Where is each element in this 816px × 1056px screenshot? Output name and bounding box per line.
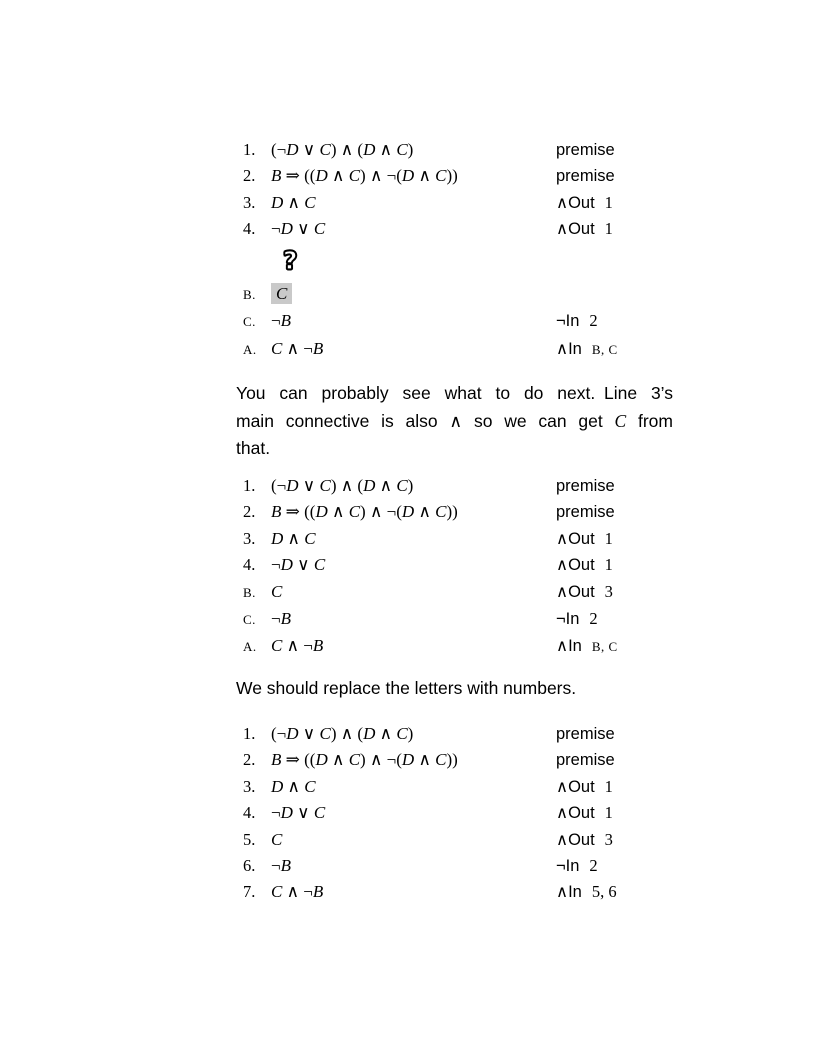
line-label: 4. bbox=[243, 803, 256, 823]
line-label: 3. bbox=[243, 192, 256, 212]
proof-line bbox=[243, 308, 673, 335]
proof-line bbox=[243, 721, 673, 747]
line-formula: B ⇒ ((D ∧ C) ∧ ¬(D ∧ C)) bbox=[271, 750, 458, 770]
line-justification bbox=[556, 216, 673, 242]
line-formula: D ∧ C bbox=[271, 528, 316, 548]
line-justification bbox=[556, 137, 673, 163]
highlight-box: C bbox=[271, 283, 292, 304]
rule-name: premise bbox=[556, 167, 615, 186]
line-label: 3. bbox=[243, 776, 256, 796]
line-ref: 3 bbox=[604, 829, 613, 849]
rule-name: premise bbox=[556, 503, 615, 522]
rule-name: ∧Out bbox=[556, 556, 595, 575]
proof-line bbox=[243, 606, 673, 633]
rule-name: ∧Out bbox=[556, 193, 595, 212]
proof-line bbox=[243, 336, 673, 363]
line-formula: D ∧ C bbox=[271, 192, 316, 212]
line-ref: B, C bbox=[591, 341, 618, 357]
line-formula: C ∧ ¬B bbox=[271, 338, 324, 358]
rule-name: ∧In bbox=[556, 637, 582, 656]
proof-line bbox=[243, 190, 673, 216]
rule-name: ∧Out bbox=[556, 777, 595, 796]
line-ref: 1 bbox=[604, 219, 613, 239]
line-justification bbox=[556, 747, 673, 773]
proof-line bbox=[243, 473, 673, 499]
line-ref: 1 bbox=[604, 776, 613, 796]
line-justification bbox=[556, 800, 673, 826]
rule-name: ∧In bbox=[556, 339, 582, 358]
proof-line bbox=[243, 216, 673, 242]
line-label: 2. bbox=[243, 166, 256, 186]
rule-name: premise bbox=[556, 477, 615, 495]
proof-table-1-goals bbox=[243, 281, 673, 363]
proof-line bbox=[243, 526, 673, 552]
line-ref: B, C bbox=[591, 639, 618, 655]
rule-name: ∧Out bbox=[556, 220, 595, 239]
line-label: 4. bbox=[243, 219, 256, 239]
line-justification bbox=[556, 163, 673, 189]
line-formula: ¬B bbox=[271, 856, 291, 876]
line-justification bbox=[556, 336, 673, 363]
proof-table-3 bbox=[243, 721, 673, 906]
rule-name: premise bbox=[556, 141, 615, 159]
paragraph-line: You can probably see what to do next. Line 3’s bbox=[236, 383, 673, 403]
rule-name: ¬In bbox=[556, 857, 580, 876]
line-label: 1. bbox=[243, 140, 256, 159]
line-justification bbox=[556, 633, 673, 660]
line-label: 4. bbox=[243, 555, 256, 575]
line-label: B. bbox=[243, 287, 256, 302]
line-justification bbox=[556, 606, 673, 632]
line-label: 3. bbox=[243, 528, 256, 548]
line-justification bbox=[556, 308, 673, 334]
line-formula: B ⇒ ((D ∧ C) ∧ ¬(D ∧ C)) bbox=[271, 502, 458, 522]
line-formula: ¬B bbox=[271, 609, 291, 629]
line-formula: ¬B bbox=[271, 311, 291, 331]
line-ref: 1 bbox=[604, 555, 613, 575]
line-justification bbox=[556, 552, 673, 578]
line-ref: 3 bbox=[604, 581, 613, 601]
proof-line bbox=[243, 853, 673, 879]
line-ref: 1 bbox=[604, 192, 613, 212]
question-mark: ? bbox=[283, 246, 298, 275]
proof-line bbox=[243, 552, 673, 578]
line-ref: 2 bbox=[589, 856, 598, 876]
proof-line bbox=[243, 281, 673, 308]
proof-line bbox=[243, 747, 673, 773]
proof-line bbox=[243, 827, 673, 853]
line-formula: (¬D ∨ C) ∧ (D ∧ C) bbox=[271, 724, 414, 743]
rule-name: ∧Out bbox=[556, 529, 595, 548]
proof-table-2 bbox=[243, 473, 673, 661]
line-formula: C ∧ ¬B bbox=[271, 636, 324, 656]
line-justification bbox=[556, 579, 673, 605]
line-formula: C ∧ ¬B bbox=[271, 882, 324, 902]
proof-line bbox=[243, 579, 673, 606]
line-label: C. bbox=[243, 612, 256, 628]
rule-name: ∧Out bbox=[556, 830, 595, 849]
line-formula: (¬D ∨ C) ∧ (D ∧ C) bbox=[271, 476, 414, 495]
rule-name: ¬In bbox=[556, 312, 580, 331]
proof-line bbox=[243, 137, 673, 163]
line-ref: 5, 6 bbox=[591, 882, 617, 902]
line-formula: (¬D ∨ C) ∧ (D ∧ C) bbox=[271, 140, 414, 159]
line-formula bbox=[271, 281, 550, 307]
line-label: A. bbox=[243, 639, 257, 655]
line-justification bbox=[556, 190, 673, 216]
proof-line bbox=[243, 499, 673, 525]
line-justification bbox=[556, 774, 673, 800]
line-label: 5. bbox=[243, 829, 256, 849]
line-label: C. bbox=[243, 314, 256, 330]
paragraph bbox=[236, 380, 673, 463]
line-justification bbox=[556, 879, 673, 905]
rule-name: ∧Out bbox=[556, 582, 595, 601]
line-label: B. bbox=[243, 584, 256, 600]
line-formula: C bbox=[271, 581, 283, 601]
paragraph-line: We should replace the letters with numbers. bbox=[236, 678, 577, 698]
paragraph-line: that. bbox=[236, 438, 271, 458]
line-formula: C bbox=[271, 829, 283, 849]
rule-name: premise bbox=[556, 751, 615, 770]
line-formula: D ∧ C bbox=[271, 776, 316, 796]
proof-table-1 bbox=[243, 137, 673, 243]
line-formula: B ⇒ ((D ∧ C) ∧ ¬(D ∧ C)) bbox=[271, 166, 458, 186]
proof-line bbox=[243, 774, 673, 800]
paragraph-line: main connective is also ∧ so we can get C from bbox=[236, 410, 673, 431]
line-formula: ¬D ∨ C bbox=[271, 555, 326, 575]
line-justification bbox=[556, 827, 673, 853]
line-justification bbox=[556, 526, 673, 552]
paragraph bbox=[236, 675, 673, 703]
line-ref: 2 bbox=[589, 609, 598, 629]
line-label: 1. bbox=[243, 724, 256, 743]
line-label: 2. bbox=[243, 502, 256, 522]
line-label: 7. bbox=[243, 882, 256, 902]
line-justification bbox=[556, 473, 673, 499]
line-formula: ¬D ∨ C bbox=[271, 803, 326, 823]
proof-line bbox=[243, 800, 673, 826]
line-justification bbox=[556, 721, 673, 747]
line-ref: 2 bbox=[589, 311, 598, 331]
proof-line bbox=[243, 879, 673, 905]
line-ref: 1 bbox=[604, 803, 613, 823]
proof-line bbox=[243, 633, 673, 660]
rule-name: ¬In bbox=[556, 610, 580, 629]
rule-name: premise bbox=[556, 725, 615, 743]
line-justification bbox=[556, 499, 673, 525]
line-justification bbox=[556, 853, 673, 879]
line-ref: 1 bbox=[604, 528, 613, 548]
proof-line bbox=[243, 163, 673, 189]
rule-name: ∧Out bbox=[556, 804, 595, 823]
line-label: 6. bbox=[243, 856, 256, 876]
line-label: 2. bbox=[243, 750, 256, 770]
line-label: A. bbox=[243, 341, 257, 357]
rule-name: ∧In bbox=[556, 883, 582, 902]
line-label: 1. bbox=[243, 476, 256, 495]
line-formula: ¬D ∨ C bbox=[271, 219, 326, 239]
